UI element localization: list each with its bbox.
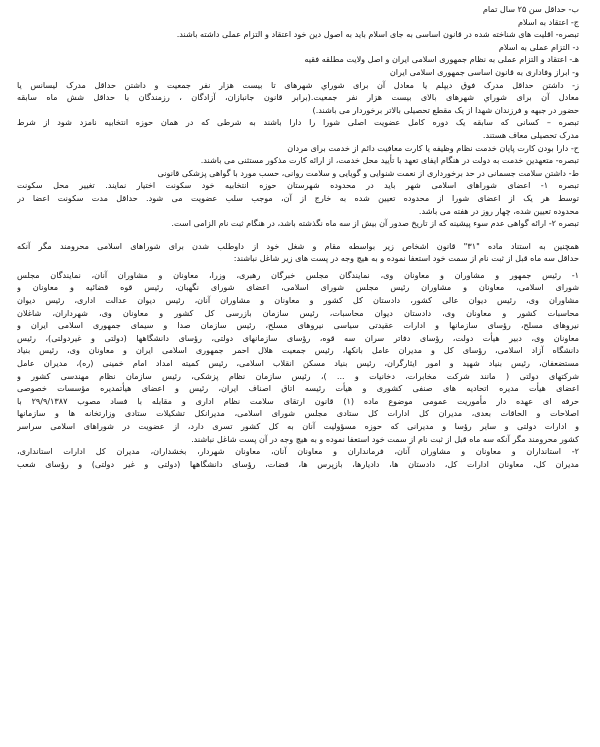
text-line-item1-10: اعضای هیأت مدیره اتحادیه های صنفی کشوری و هیأت رئیسه اتاق اصناف ایران، رئیس و اعضای هیأتمدیره مؤسسات خصوصی — [17, 383, 579, 394]
text-line-education-1: ز- داشتن حداقل مدرک فوق دیپلم یا معادل آن برای شوراي شهرهای تا بیست هزار نفر جمعیت و داشتن حداقل مدرک لیسانس یا — [17, 79, 579, 90]
text-line-item2-2: مدیران کل، معاونان ادارات کل، دادستان ها، دادیارها، بازپرس ها، قضات، رؤسای دانشگاهها (دولتی و غیر دولتی) و رؤسای شعب — [17, 458, 579, 469]
text-line-item1-7: دانشگاه آزاد اسلامی، رؤسای کل و مدیران عامل بانکها، رئیس جمعیت هلال احمر جمهوری اسلامی ایران و معاونان وی، رئیس بنیاد — [17, 345, 579, 356]
text-line-item1-5: نیروهای مسلح، رؤسای سازمانها و ادارات عقیدتی سیاسی نیروهای مسلح، رئیس سازمان صدا و سیمای جمهوری اسلامی ایران و — [17, 320, 579, 331]
text-line-item1-3: مشاوران وی، رئیس دیوان عالی کشور، دادستان کل کشور و معاونان و مشاوران آنان، رئیس دیوان عدالت اداری، رئیس دیوان — [17, 295, 579, 306]
text-line-article-intro-2: حداقل سه ماه قبل از ثبت نام از سمت خود استعفا نموده و به هیچ وجه در پست های زیر شاغل نباشند: — [233, 253, 579, 264]
text-line-item1-14: کشور محرومند مگر آنکه سه ماه قبل از ثبت نام از سمت خود استعفا نموده و به هیچ وجه در آن پست شاغل نباشند. — [191, 433, 579, 444]
text-line-item1-12: اصلاحات و الحاقات بعدی، مدیران کل ادارات کل ستادی مجلس شورای اسلامی، مدیرانکل تشکیلات ستادی وزارتخانه ها و سازمانها — [17, 408, 579, 419]
qualifications-list — [17, 3, 579, 230]
section-gap — [17, 230, 579, 240]
text-line-item1-4: محاسبات کشور و معاونان وی، دادستان دیوان محاسبات، رئیس سازمان بازرسی کل کشور و معاونان وی، شهرداران، شاغلان — [17, 307, 579, 318]
exclusions-section — [17, 240, 579, 471]
text-line-education-2: معادل آن برای شوراي شهرهای بالای بیست هزار نفر جمعیت.(برابر قانون جانبازان، آزادگان ، رزمندگان با حداقل شش ماه سابقه — [17, 92, 579, 103]
text-line-prior-member-note-2: مدرک تحصیلی معاف هستند. — [482, 129, 579, 140]
text-line-item1-9: شرکتهای دولتی ( مانند شرکت مخابرات، دخانیات و ... )، رئیس سازمان نظام پزشکی، رئیس سازمان نظام مهندسی کشور و — [17, 370, 579, 381]
text-line-constitution-loyalty: و- ابراز وفاداری به قانون اساسی جمهوری اسلامی ایران — [389, 66, 579, 77]
text-line-military-service: ح- دارا بودن کارت پایان خدمت نظام وظیفه یا کارت معافیت دائم از خدمت برای مردان — [287, 142, 579, 153]
text-line-item1-2: شورای اسلامی، معاونان و مشاوران رئیس مجلس شورای اسلامی، اعضای شورای نگهبان، رئیس قوه قضائیه و معاونان و — [17, 282, 579, 293]
text-line-residence-note-3: محدوده تعیین شده، چهار روز در هفته می باشد. — [418, 205, 579, 216]
text-line-article-intro-1: همچنین به استناد ماده "۳۱" قانون اشخاص زیر بواسطه مقام و شغل خود از داوطلب شدن برای شوراهای اسلامی محرومند مگر آنکه — [17, 240, 579, 251]
text-line-item1-8: مستضعفان، رئیس بنیاد شهید و امور ایثارگران، رئیس بنیاد مسکن انقلاب اسلامی، رئیس کمیته امداد امام خمینی (ره)، مدیران عامل — [17, 358, 579, 369]
text-line-item1-1: ۱- رئیس جمهور و مشاوران و معاونان وی، نمایندگان مجلس خبرگان رهبری، وزرا، معاونان و مشاوران آنان، نمایندگان مجلس — [17, 269, 579, 280]
text-line-item1-11: حرفه ای عهده دار مأموریت عمومی موضوع ماده (۱) قانون ارتقای سلامت نظام اداری و مقابله با فساد مصوب ۲۹/۹/۱۳۸۷ با — [17, 395, 579, 406]
text-line-system-commitment: هـ- اعتقاد و التزام عملی به نظام جمهوری اسلامی ایران و اصل ولایت مطلقه فقیه — [304, 54, 579, 65]
text-line-age: ب- حداقل سن ۲۵ سال تمام — [482, 4, 579, 14]
text-line-criminal-record-note: تبصره ۲- ارائه گواهی عدم سوء پیشینه که از تاریخ صدور آن بیش از سه ماه نگذشته باشد، در هنگام ثبت نام الزامی است. — [171, 218, 579, 229]
text-line-practical-commitment: د- التزام عملی به اسلام — [498, 41, 579, 52]
text-line-residence-note-2: توسط هر یک از اعضای شورا از محدوده تعیین شده به خارج از آن، موجب سلب عضویت می شود. حداقل مدت سکونت اعضا در — [17, 192, 579, 203]
text-line-minorities-note: تبصره- اقلیت های شناخته شده در قانون اساسی به جای اسلام باید به اصول دین خود اعتقاد و التزام عملی داشته باشند. — [176, 29, 579, 40]
text-line-military-note: تبصره- متعهدین خدمت به دولت در هنگام ایفای تعهد با تأیید محل خدمت، از ارائه کارت مذکور مستثنی می باشند. — [200, 155, 579, 166]
text-line-item1-6: معاونان وی، دبیر هیأت دولت، رؤسای دفاتر سران سه قوه، رؤسای سازمانهای دولتی، رؤسای دانشگاهها (دولتی و غیردولتی)، رئیس — [17, 332, 579, 343]
text-line-item2-1: ۲- استانداران و معاونان و مشاوران آنان، فرمانداران و معاونان آنان، معاونان شهردار، بخشداران، مدیران کل ادارات استانداری، — [17, 446, 579, 457]
text-line-residence-note-1: تبصره ۱- اعضای شوراهای اسلامی شهر باید در محدوده شهرستان حوزه انتخابیه خود سکونت اختیار نمایند. تغییر محل سکونت — [17, 180, 579, 191]
text-line-health: ط- داشتن سلامت جسمانی در حد برخورداری از نعمت شنوایی و گویایی و سلامت روانی، حسب مورد با گواهی پزشکی قانونی — [157, 167, 579, 178]
text-line-prior-member-note-1: تبصره – کسانی که سابقه یک دوره کامل عضویت اصلی شورا را دارا باشند به شرطی که در همان حوزه انتخابیه نامزد شود از شرط — [17, 117, 579, 128]
text-line-item1-13: و ادارات دولتی و سایر رؤسا و مدیرانی که حوزه مسؤولیت آنان به کل کشور تسری دارد، از عضویت در شوراهای اسلامی سراسر — [17, 421, 579, 431]
text-line-education-3: حضور در جبهه و فرزندان شهدا از یک مقطع تحصیلی بالاتر برخوردار می باشند.) — [312, 104, 579, 115]
text-line-islam-belief: ج- اعتقاد به اسلام — [517, 16, 579, 27]
